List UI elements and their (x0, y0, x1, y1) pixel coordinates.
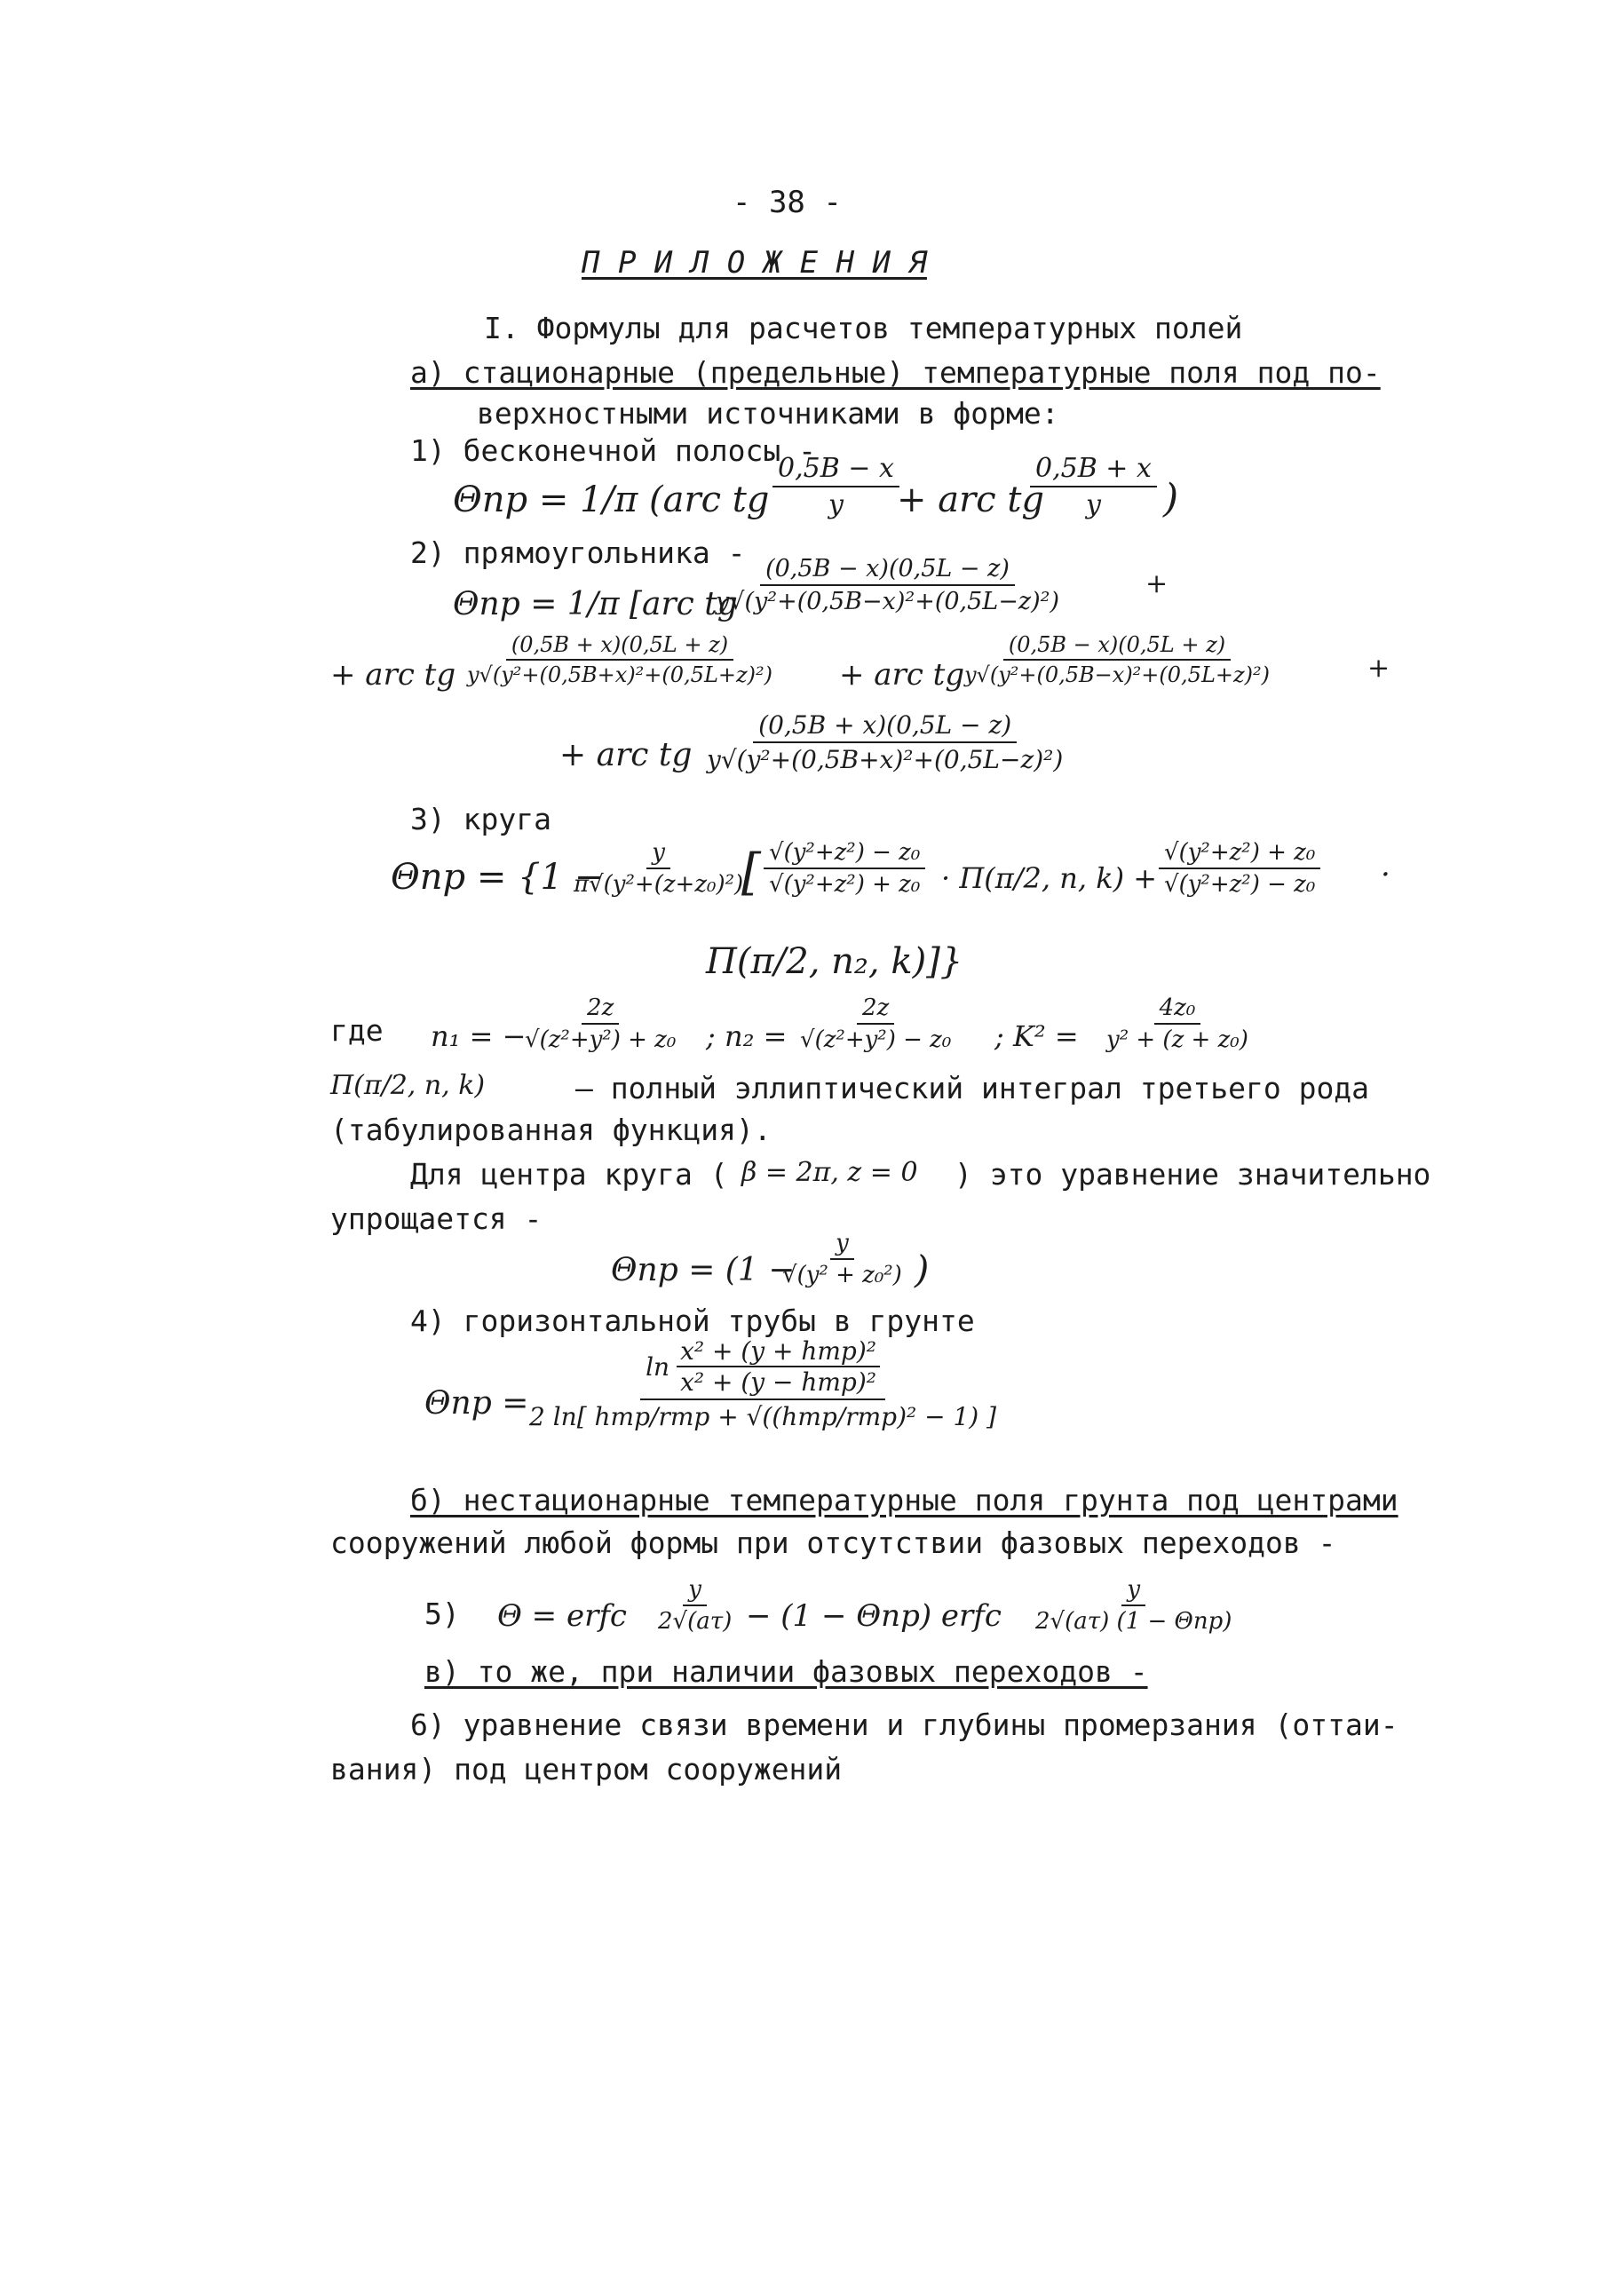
center-text-1a: Для центра круга ( (410, 1157, 728, 1192)
formula-n1-num: 2z (582, 994, 619, 1025)
formula2-den2: y√(y²+(0,5B+x)²+(0,5L+z)²) (467, 662, 772, 687)
formula-k-den: y² + (z + z₀) (1106, 1026, 1248, 1053)
formula3-den1: π√(y²+(z+z₀)²) (574, 871, 744, 898)
formula1-den1: y (828, 489, 844, 520)
item3-label: 3) круга (410, 802, 551, 836)
formula2-den1: y√(y²+(0,5B−x)²+(0,5L−z)²) (716, 588, 1059, 615)
formula-n1-def: n₁ = − (431, 1019, 527, 1053)
formula2-num3: (0,5B − x)(0,5L + z) (1003, 632, 1231, 661)
formula5-a: Θ = erfc (497, 1598, 627, 1634)
pi-description-2: (табулированная функция). (330, 1113, 772, 1147)
formula2-pre4: + arc tg (559, 737, 693, 773)
formula4-denominator: 2 ln[ hтр/rтр + √((hтр/rтр)² − 1) ] (529, 1402, 997, 1431)
item4-label: 4) горизонтальной трубы в грунте (410, 1303, 975, 1338)
item-a-line2: верхностными источниками в форме: (477, 396, 1059, 431)
formula4-inner-den: x² + (y − hтр)² (680, 1367, 876, 1397)
formula5-b: − (1 − Θпр) erfc (746, 1598, 1002, 1634)
formula2-den3: y√(y²+(0,5B−x)²+(0,5L+z)²) (964, 662, 1270, 687)
formula5-num2: y (1121, 1576, 1145, 1606)
item6-line1: 6) уравнение связи времени и глубины промерзания (оттаи- (410, 1707, 1398, 1742)
formula3-line2: Π(π/2, n₂, k)]} (706, 941, 963, 982)
item-b-line2: сооружений любой формы при отсутствии фазовых переходов - (330, 1525, 1336, 1560)
where-label: где (330, 1013, 384, 1048)
item1-label: 1) бесконечной полосы - (410, 433, 816, 468)
heading-formulas: I. Формулы для расчетов температурных полей (484, 311, 1243, 345)
formula-n2-den: √(z²+y²) − z₀ (800, 1026, 952, 1053)
pi-description: – полный эллиптический интеграл третьего рода (575, 1071, 1370, 1105)
item2-label: 2) прямоугольника - (410, 535, 746, 570)
item-b-line1: б) нестационарные температурные поля грунта под центрами (410, 1483, 1398, 1517)
formula-center-lhs: Θпр = (1 − (611, 1252, 796, 1288)
formula-n1-frac (519, 994, 681, 1053)
formula1-mid: + arc tg (897, 479, 1044, 520)
formula2-frac2 (462, 632, 778, 687)
center-condition: β = 2π, z = 0 (741, 1157, 918, 1188)
formula-n2-frac (795, 994, 956, 1053)
formula1-num1: 0,5B − x (772, 453, 899, 487)
formula1-frac2 (1030, 453, 1157, 520)
formula3-num2: √(y²+z²) − z₀ (764, 839, 925, 869)
item5-label: 5) (424, 1597, 460, 1631)
formula2-pre2: + arc tg (330, 657, 456, 693)
formula-k-num: 4z₀ (1154, 994, 1201, 1025)
formula4-numerator (640, 1336, 885, 1400)
formula-n2-num: 2z (857, 994, 894, 1025)
formula-center-frac (777, 1230, 907, 1288)
formula3-num3: √(y²+z²) + z₀ (1159, 839, 1320, 869)
section-title: П Р И Л О Ж Е Н И Я (582, 245, 927, 281)
formula2-lhs: Θпр = 1/π [arc tg (453, 586, 738, 622)
page-number: - 38 - (733, 185, 842, 220)
formula5-den2: 2√(aτ) (1 − Θпр) (1035, 1608, 1232, 1635)
formula5-frac2 (1030, 1576, 1237, 1635)
center-text-2: упрощается - (330, 1201, 543, 1236)
formula3-dot: · (1381, 857, 1390, 892)
formula2-num4: (0,5B + x)(0,5L − z) (753, 710, 1017, 743)
formula2-num1: (0,5B − x)(0,5L − z) (760, 555, 1015, 586)
formula-center-den: √(y² + z₀²) (782, 1262, 902, 1288)
formula4-inner-frac (677, 1336, 880, 1397)
formula1-lhs: Θпр = 1/π (arc tg (453, 479, 770, 520)
pi-function: Π(π/2, n, k) (330, 1070, 486, 1101)
formula2-plus1: + (1145, 568, 1168, 599)
formula4-lhs: Θпр = (424, 1385, 529, 1422)
formula1-close: ) (1163, 476, 1179, 521)
formula1-den2: y (1085, 489, 1101, 520)
formula5-num1: y (683, 1576, 707, 1606)
item6-line2: вания) под центром сооружений (330, 1752, 843, 1787)
formula2-frac3 (959, 632, 1275, 687)
formula-center-num: y (830, 1230, 854, 1260)
formula2-plus2: + (1367, 653, 1390, 684)
formula-n1-den: √(z²+y²) + z₀ (525, 1026, 677, 1053)
formula1-num2: 0,5B + x (1030, 453, 1157, 487)
formula5-den1: 2√(aτ) (658, 1608, 733, 1635)
formula3-num1: y (646, 839, 670, 869)
formula3-den2: √(y²+z²) + z₀ (769, 871, 921, 898)
formula2-mid3: + arc tg (839, 657, 965, 693)
formula3-frac3 (1159, 839, 1320, 898)
formula-center-close: ) (915, 1248, 930, 1291)
formula3-frac1 (568, 839, 749, 898)
center-text-1b: ) это уравнение значительно (955, 1157, 1431, 1192)
formula2-frac4 (701, 710, 1068, 774)
formula3-den3: √(y²+z²) − z₀ (1164, 871, 1316, 898)
formula1-frac1 (772, 453, 899, 520)
formula5-frac1 (653, 1576, 737, 1635)
formula3-frac2 (764, 839, 925, 898)
item-v: в) то же, при наличии фазовых переходов - (424, 1654, 1148, 1689)
formula4-frac (524, 1336, 1002, 1431)
formula-n2-def: ; n₂ = (706, 1019, 788, 1053)
formula2-num2: (0,5B + x)(0,5L + z) (506, 632, 733, 661)
formula3-lhs: Θпр = {1 − (391, 857, 605, 898)
formula-k-frac (1101, 994, 1254, 1053)
formula4-ln: ln (646, 1351, 670, 1382)
formula2-frac1 (710, 555, 1065, 615)
formula4-inner-num: x² + (y + hтр)² (677, 1336, 880, 1367)
formula-k-def: ; K² = (994, 1019, 1079, 1053)
formula3-bracket-open: [ (741, 844, 761, 901)
item-a-line1: а) стационарные (предельные) температурные поля под по- (410, 355, 1381, 390)
formula2-den4: y√(y²+(0,5B+x)²+(0,5L−z)²) (707, 745, 1064, 774)
formula3-pi1: · Π(π/2, n, k) + (941, 861, 1158, 895)
